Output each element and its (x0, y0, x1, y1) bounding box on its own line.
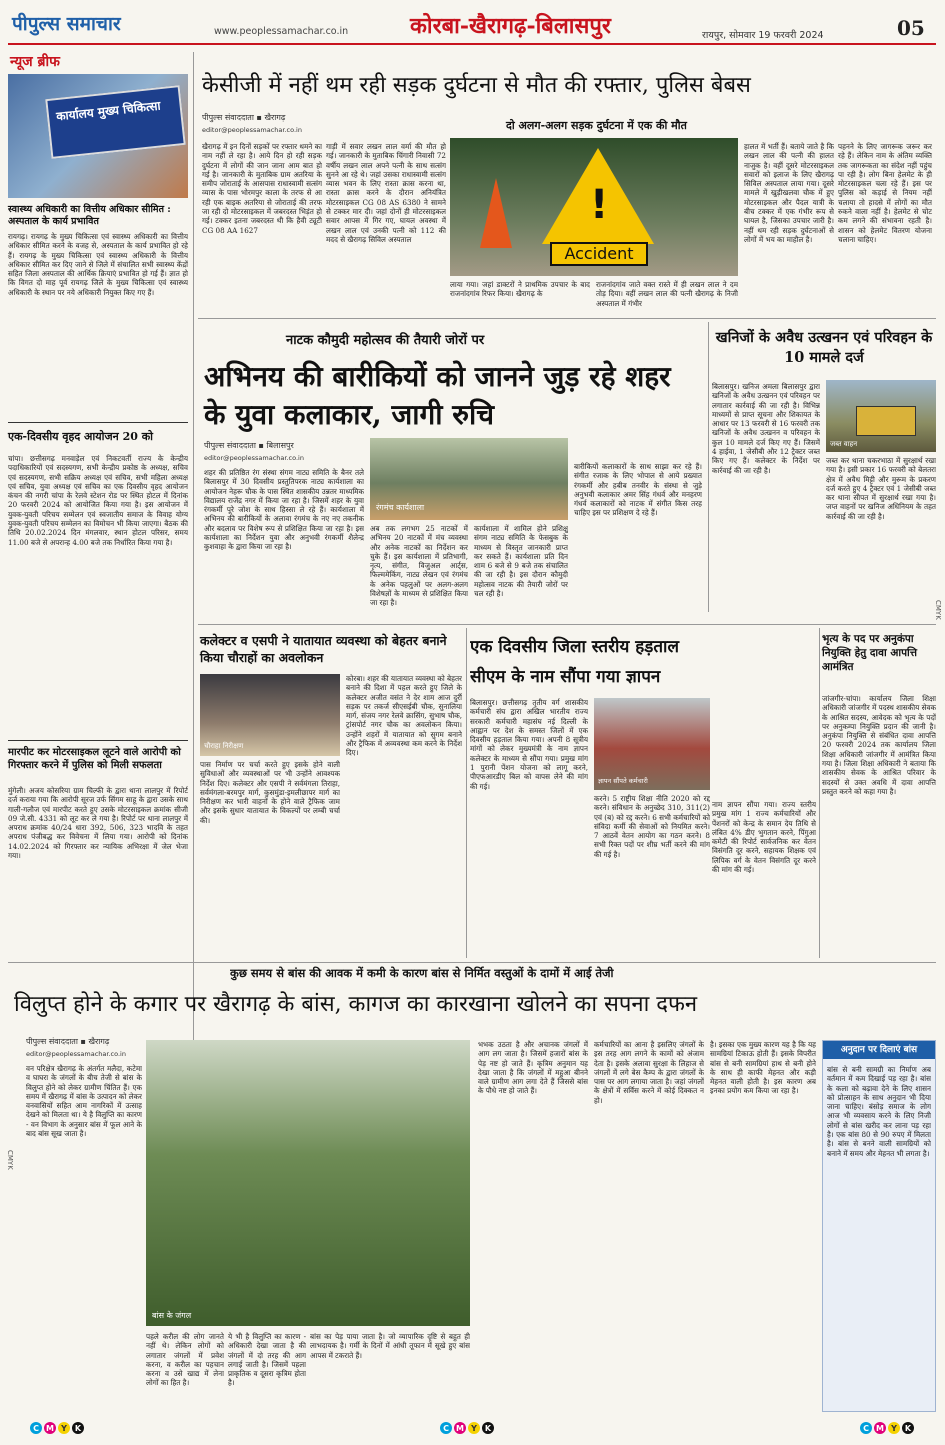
accident-label: Accident (550, 242, 648, 266)
strike-photo-caption: ज्ञापन सौंपते कर्मचारी (598, 777, 648, 785)
collector-col-2: पास निर्माण पर चर्चा करते हुए इसके होने वाली सुविधाओं और व्यवस्थाओं पर भी उन्होंने आवश्यक निर्देश दिए। कलेक्टर और एसपी ने सर्वमंगला तिराहा, सर्वमंगला-बरमपुर मार्ग, कुसमुंडा-इमलीछापर मार्ग का निरीक्षण कर भारी वाहनों के होने वाले ट्रैफिक जाम और इसके सुधार यातायात के विकल्पों पर लम्बी चर्चा की। (200, 760, 340, 825)
bamboo-photo (146, 1040, 470, 1326)
natak-byline: पीपुल्स संवाददाता ▪ बिलासपुर (204, 441, 294, 450)
cmyk-m: M (874, 1422, 886, 1434)
signboard-text: कार्यालय मुख्य चिकित्सा (55, 98, 162, 124)
date-line: रायपुर, सोमवार 19 फरवरी 2024 (702, 30, 824, 41)
bamboo-kicker: कुछ समय से बांस की आवक में कमी के कारण बांस से निर्मित वस्तुओं के दामों में आई तेजी (230, 966, 614, 980)
bamboo-col-7: है। इसका एक मुख्य कारण यह है कि यह सामग्रियां टिकाऊ होती हैं। इसके विपरीत बांस से बनी सामग्रियां हाथ से बनी होने के साथ ही काफी मेहनत और कड़ी मेहनत वाली होती है। इस कारण अब इनका प्रयोग कम किया जा रहा है। (710, 1040, 816, 1096)
natak-email[interactable]: editor@peoplessamachar.co.in (204, 454, 304, 462)
anukampa-story (822, 628, 936, 958)
grant-side-box-title: अनुदान पर दिलाएं बांस (823, 1041, 935, 1059)
bamboo-col-6: कर्मचारियों का आना है इसलिए जंगलों के इस तरह आग लगने के कामों को अंजाम देता है। इसके अलावा सुरक्षा के लिहाज से जंगलों में लगे बेस कैम्प के द्वारा जंगलों के पास पर आग लगाया जाता है। जहां जंगलों के क्षेत्रों में सर्विस करने में कोई दिक्कत न हो। (594, 1040, 704, 1105)
natak-kicker: नाटक कौमुदी महोत्सव की तैयारी जोरों पर (286, 333, 485, 348)
office-signboard-photo (8, 74, 188, 198)
natak-col-1: शहर की प्रतिष्ठित रंग संस्था संगम नाट्य समिति के बैनर तले बिलासपुर में 30 दिवसीय प्रस्तुतिपरक नाट्य कार्यशाला का आयोजन नेहरू चौक के पास स्थित शासकीय उन्नतर माध्यमिक विद्यालय राजेंद्र नगर में किया जा रहा है। जिसमें शहर के युवा रंगकर्मी पूरे जोश के साथ हिस्सा ले रहे हैं। कार्यशाला में अभिनय की बारीकियों के अलावा रंगमंच के नए नए तकनीक और बदलाव पर विशेष रूप से प्रशिक्षित किया जा रहा है। इस कार्यशाला का निर्देशन युवा और अनुभवी रंगकर्मी शैलेन्द्र कुशवाहा के द्वारा किया जा रहा है। (204, 468, 364, 552)
cmyk-side-strip-right: CMYK (934, 600, 942, 620)
cmyk-marks-left (30, 1422, 84, 1434)
natak-headline: अभिनय की बारीकियों को जानने जुड़ रहे शहर के युवा कलाकार, जागी रुचि (204, 360, 671, 431)
natak-photo-caption: रंगमंच कार्यशाला (376, 503, 425, 512)
column-divider-mid (708, 322, 709, 612)
lead-col-2: गाड़ी में सवार लखन लाल वर्मा की मौत हो गई। जानकारी के मुताबिक चिंगारी निवासी 72 वर्षीय लखन लाल अपने पत्नी के साथ सत्संग सुनने आ रहे थे। जहां उसका राधास्वामी सत्संग व्यास भवन के लिए रास्ता क्रास करना था, रास्ता क्रास करने के दौरान अनियंत्रित मोटरसाइकल CG 08 AS 6380 ने सामने से टक्कर मार दी। जहां दोनों ही मोटरसाइकल सवार आपस में गिर गए, घायल अवस्था में लखन लाल एवं उनकी पत्नी को 112 की मदद से खैरागढ़ सिविल अस्पताल (326, 142, 446, 244)
natak-byline-name: पीपुल्स संवाददाता (204, 441, 256, 450)
bamboo-byline-box (26, 1036, 146, 1060)
natak-byline-box (204, 440, 364, 464)
bamboo-email[interactable]: editor@peoplessamachar.co.in (26, 1050, 126, 1058)
cmyk-marks-center (440, 1422, 494, 1434)
strike-story (470, 628, 710, 958)
traffic-cone (480, 178, 512, 248)
lead-col-6: पहनने के लिए जागरूक जरूर कर रहे हैं। लेकिन नाम के अंतिम व्यक्ति तक जागरूकता का संदेश नहीं पहुंच पा रही है। लोग बिना हेलमेट के ही मोटरसाइकल चला रहे हैं। इस पर पुलिस को कड़ाई से नियम नहीं चलाया तो हादसे में लोगों का मौत रुकने वाला नहीं है। हेलमेट से चोट कम लगने की संभावना रहती है। शासन को हेलमेट वितरण योजना चलाना चाहिए। (838, 142, 932, 244)
lead-col-5: हालत में भर्ती हैं। बताये जाते है कि लखन लाल की पत्नी की हालत नाजुक है। वहीं दूसरे मोटरसाइकल सवारों को इलाज के लिए खैरागढ़ सिविल अस्पताल लाया गया। दूसरे मामले में खुड़ीखलवा चौक में हुए मोटरसाइकल और पैदल यात्री के बीच टक्कर में एक गंभीर रूप से घायल है, जिसका उपचार जारी है। नहीं थम रही सड़क दुर्घटनाओं से लोगों में भय का माहौल है। (744, 142, 834, 244)
lead-bottom-rule (198, 318, 936, 319)
mining-photo-caption: जब्त वाहन (830, 440, 858, 448)
edition-title: कोरबा-खैरागढ़-बिलासपुर (410, 13, 611, 39)
lead-story (198, 52, 936, 314)
cmyk-m: M (44, 1422, 56, 1434)
grant-side-box-body: बांस से बनी सामग्री का निर्माण अब वर्तमान में कम दिखाई पड़ रहा है। बांस के कला को बढ़ावा देने के लिए शासन को प्रोत्साहन के साथ अनुदान भी दिया जाना चाहिए। बंसोड़ समाज के लोग आज भी व्यवसाय करने के लिए निजी लोगों से बांस खरीद कर लाना पड़ रहा है। एक बांस 80 से 90 रुपए में मिलता है। बांस से बनने वाली सामग्रियों को बनाने में समय और मेहनत भी लगता है। (827, 1065, 931, 1158)
collector-col-1: कोरबा। शहर की यातायात व्यवस्था को बेहतर बनाने की दिशा में पहल करते हुए जिले के कलेक्टर अजीत वसंत ने देर शाम आज दुर्री सड़क पर तकर्ज सीएसईबी चौक, सुनालिया मार्ग, संजय नगर रेलवे क्रासिंग, सुभाष चौक, ट्रांसपोर्ट नगर चौक का अवलोकन किया। उन्होंने शहरों में यातायात को सुगम बनाने और ट्रैफिक में अव्यवस्था कम करने के निर्देश दिए। (346, 674, 462, 758)
bamboo-byline-name: पीपुल्स संवाददाता (26, 1037, 78, 1046)
collector-photo-caption: चौराहा निरीक्षण (204, 742, 244, 750)
middle-rule (198, 624, 936, 625)
cmyk-k: K (72, 1422, 84, 1434)
strike-photo (594, 698, 710, 790)
cmyk-side-strip-left: CMYK (6, 1150, 14, 1170)
cmyk-m: M (454, 1422, 466, 1434)
lead-email[interactable]: editor@peoplessamachar.co.in (202, 126, 302, 134)
cmyk-c: C (30, 1422, 42, 1434)
lead-col-4: राजनांदगांव जाते वक्त रास्ते में ही लखन लाल ने दम तोड़ दिया। वहीं लखन लाल की पत्नी खैरागढ़ के निजी अस्पताल में गंभीर (596, 280, 738, 308)
strike-col-3: नाम ज्ञापन सौंपा गया। राज्य स्तरीय प्रमुख मांग 1 राज्य कर्मचारियों और पेंशनरों को केन्द्र के समान देय तिथि से लंबित 4% डीए भुगतान करने, पिंगुआ कमेटी की रिपोर्ट सार्वजनिक कर वेतन विसंगति दूर करने, सहायक शिक्षक एवं लिपिक वर्ग के वेतन विसंगति दूर करने की मांग की गई। (712, 800, 816, 875)
brief-3-headline: मारपीट कर मोटरसाइकल लूटने वाले आरोपी को गिरफ्तार करने में पुलिस को मिली सफलता (8, 747, 181, 771)
brief-divider-2 (8, 740, 188, 741)
bamboo-col-4: बांस का पेड़ पाया जाता है। जो व्यापारिक दृष्टि से बहुत ही लाभदायक है। गर्मी के दिनों में आंधी तूफान में सूखे हुए बांस आपस में टकराते हैं। (310, 1332, 470, 1360)
natak-workshop-photo (370, 438, 568, 520)
lead-col-3: लाया गया। जहां डाक्टरों ने प्राथमिक उपचार के बाद राजनांदगांव रिफर किया। खैरागढ़ के (450, 280, 590, 299)
strike-col-1: बिलासपुर। छत्तीसगढ़ तृतीय वर्ग शासकीय कर्मचारी संघ द्वारा अखिल भारतीय राज्य सरकारी कर्मचारी महासंघ नई दिल्ली के आह्वान पर देश के समस्त जिलों में एक दिवसीय हड़ताल किया गया। अपनी 8 सूत्रीय मांगों को लेकर मुख्यमंत्री के नाम ज्ञापन कलेक्टर के माध्यम से सौंपा गया। प्रमुख मांग 1 पुरानी पेंशन योजना को लागू करने, पीएफआरडीए बिल को वापस लेने की मांग की गई। (470, 698, 588, 791)
cmyk-y: Y (468, 1422, 480, 1434)
bamboo-col-3: ये भी है विलुप्ति का कारण - अधिकारी देखा जाता है की जंगलों में दो तरह की आग लगाई जाती है। जिसमें पहला प्राकृतिक व दूसरा कृत्रिम होता है। (228, 1332, 306, 1388)
bamboo-col-2: पहले करील की लोग जानते नहीं थे। लेकिन लोगों को लगातार जंगलों में प्रवेश करना, व करील का पहचान करना व उसे खाद्य में लेना लोगों का हित है। (146, 1332, 224, 1388)
collector-headline: कलेक्टर व एसपी ने यातायात व्यवस्था को बेहतर बनाने किया चौराहों का अवलोकन (200, 633, 447, 665)
mining-headline: खनिजों के अवैध उत्खनन एवं परिवहन के 10 मामले दर्ज (715, 329, 933, 366)
brief-3-body: मुंगेली। अजय कोसरिया ग्राम चिल्फी के द्वारा थाना लालपुर में रिपोर्ट दर्ज कराया गया कि आरोपी सूरज उर्फ सिंगम साहू के द्वारा उसके साथ गाली-गलौज एवं मारपीट करते हुए उसके मोटरसाइकल क्रमांक सीजी 09 जे.सी. 4331 को लूट कर ले गया है। रिपोर्ट पर थाना लालपुर में अपराध क्रमांक 40/24 धारा 392, 506, 323 भादवि के तहत अपराध पंजीबद्ध कर विवेचना में लिया गया। आरोपी को दिनांक 14.02.2024 को गिरफ्तार कर न्यायिक अभिरक्षा में जेल भेजा गया। (8, 786, 188, 861)
mining-story (712, 322, 936, 612)
bamboo-top-rule (8, 962, 936, 963)
cmyk-k: K (902, 1422, 914, 1434)
collector-photo (200, 674, 340, 756)
natak-story (198, 322, 706, 620)
accident-photo (450, 138, 738, 276)
natak-col-4: बारीकियों कलाकारों के साथ साझा कर रहे हैं। संगीत रजाक के लिए भोपाल से आये प्रख्यात रंगकर्मी और हबीब तनवीर के संस्था से जुड़े अनुभवी कलाकार अमर सिंह गंधर्व और मनहरण गंधर्व कलाकारों को नाटक में संगीत किस तरह चाहिए इस पर प्रशिक्षण दे रहे हैं। (574, 462, 702, 518)
strike-col-2: करने। 5 राष्ट्रीय शिक्षा नीति 2020 को रद्द करने। संविधान के अनुच्छेद 310, 311(2) एवं (ब) को रद्द करने। 6 सभी कर्मचारियों को संविदा कर्मी की सेवाओं को नियमित करने। 7 आठवें वेतन आयोग का गठन करने। 8 सभी रिक्त पदों पर शीघ्र भर्ती करने की मांग की गई है। (594, 794, 710, 859)
strike-headline-line2: सीएम के नाम सौंपा गया ज्ञापन (470, 667, 661, 687)
column-divider-collector (466, 628, 467, 958)
paper-name: पीपुल्स समाचार (12, 13, 121, 35)
cmyk-k: K (482, 1422, 494, 1434)
bamboo-photo-caption: बांस के जंगल (152, 1311, 192, 1320)
cmyk-y: Y (58, 1422, 70, 1434)
lead-headline: केसीजी में नहीं थम रही सड़क दुर्घटना से मौत की रफ्तार, पुलिस बेबस (202, 73, 751, 98)
cmyk-c: C (440, 1422, 452, 1434)
cmyk-c: C (860, 1422, 872, 1434)
brief-1-body: रायगढ़। रायगढ़ के मुख्य चिकित्सा एवं स्वास्थ्य अधिकारी का वित्तीय अधिकार सीमित करने के वजह से, अस्पताल के कार्य प्रभावित हो रहे हैं। रायगढ़ के मुख्य चिकित्सा एवं स्वास्थ्य अधिकारी के वित्तीय अधिकार सीमित कर दिए जाने से जिले में संचालित सभी स्वास्थ्य केंद्रों सहित जिला अस्पताल की आर्थिक क्रियाएं प्रभावित हो गई हैं। ज्ञात हो कि विगत दो माह पूर्व रायगढ़ जिले के मुख्य चिकित्सा एवं स्वास्थ्य अधिकारी के स्थान पर नये अधिकारी नियुक्त किए गए हैं। (8, 232, 188, 297)
column-divider-left (193, 52, 194, 1127)
mining-col-2: जब्त कर थाना चकरभाठा में सुरक्षार्थ रखा गया है। इसी प्रकार 16 फरवरी को बेलतरा क्षेत्र में अवैध मिट्टी और मुरूम के प्रकरण दर्ज करते हुए 4 ट्रैक्टर एवं 1 जेसीबी जब्त कर थाना सीपत में सुरक्षार्थ रखा गया है। जप्त वाहनों पर खनिज अधिनियम के तहत कार्रवाई की जा रही है। (826, 456, 936, 521)
grant-side-box (822, 1040, 936, 1412)
page-number: 05 (897, 16, 925, 40)
anukampa-headline: भृत्य के पद पर अनुकंपा नियुक्ति हेतु दावा आपत्ति आमंत्रित (822, 633, 918, 673)
paper-logo (12, 6, 180, 38)
cmyk-marks-right (860, 1422, 914, 1434)
natak-byline-place: बिलासपुर (266, 441, 294, 450)
mining-photo (826, 380, 936, 452)
news-brief-column (8, 52, 188, 1127)
cmyk-y: Y (888, 1422, 900, 1434)
lead-byline-place: खैरागढ़ (264, 113, 286, 122)
brief-2-headline: एक-दिवसीय वृहद आयोजन 20 को (8, 430, 154, 443)
bamboo-headline: विलुप्त होने के कगार पर खैरागढ़ के बांस, कागज का कारखाना खोलने का सपना दफन (14, 992, 698, 1017)
news-brief-label: न्यूज ब्रीफ (10, 54, 60, 70)
anukampa-body: जांजगीर-चांपा। कार्यालय जिला शिक्षा अधिकारी जांजगीर में पदस्थ शासकीय सेवक के आश्रित सदस्य, आवेदक को भृत्य के पदों पर अनुकम्पा नियुक्ति प्रदान की जानी है। अनुकंपा नियुक्ति से संबंधित दावा आपत्ति 20 फरवरी 2024 तक कार्यालय जिला शिक्षा अधिकारी जांजगीर में आमंत्रित किया गया है। जिला शिक्षा अधिकारी ने बताया कि शासकीय सेवक के आश्रित परिवार के सदस्यों से उक्त अवधि में दावा आपत्ति प्रस्तुत करने को कहा गया है। (822, 694, 936, 796)
strike-headline-line1: एक दिवसीय जिला स्तरीय हड़ताल (470, 637, 679, 657)
lead-subhead: दो अलग-अलग सड़क दुर्घटना में एक की मौत (506, 119, 687, 132)
truck-shape (856, 406, 916, 436)
lead-byline: पीपुल्स संवाददाता ▪ खैरागढ़ (202, 113, 286, 122)
bamboo-byline-place: खैरागढ़ (88, 1037, 110, 1046)
masthead (0, 0, 945, 46)
lead-byline-name: पीपुल्स संवाददाता (202, 113, 254, 122)
natak-col-3: कार्यशाला में शामिल होने प्रशिक्षु संगम नाट्य समिति के फेसबुक के माध्यम से विस्तृत जानकारी प्राप्त कर सकते हैं। कार्यशाला प्रति दिन शाम 6 बजे से 9 बजे तक संचालित की जा रही है। इस दौरान कौमुदी महोत्सव नाटक की तैयारी जोरों पर चल रही है। (474, 524, 568, 599)
lead-byline-box (202, 112, 322, 136)
natak-col-2: अब तक लगभग 25 नाटकों में अभिनय 20 नाटकों में मंच व्यवस्था और अनेक नाटकों का निर्देशन कर चुके हैं। इस कार्यशाला में प्रतिभागी, नृत्य, संगीत, विजुअल आर्ट्स, फिल्ममेकिंग, नाट्य लेखन एवं रंगमंच के अनेक पहलुओं पर अलग-अलग विशेषज्ञों के माध्यम से प्रशिक्षित किया जा रहा है। (370, 524, 468, 608)
bamboo-byline: पीपुल्स संवाददाता ▪ खैरागढ़ (26, 1037, 110, 1046)
brief-divider-1 (8, 422, 188, 423)
exclamation-mark: ! (590, 182, 609, 228)
brief-1-headline: स्वास्थ्य अधिकारी का वित्तीय अधिकार सीमित : अस्पताल के कार्य प्रभावित (8, 204, 171, 227)
brief-2-body: चांपा। छत्तीसगढ़ मनवाड़ेल एवं निकटवर्ती राज्य के केन्द्रीय पदाधिकारियों एवं सदस्यगण, सभी केन्द्रीय प्रकोष्ठ के अध्यक्ष, सचिव एवं सदस्यगण, सभी सक्रिय अध्यक्ष एवं सचिव, सभी महिला अध्यक्ष एवं सचिव, युवा अध्यक्ष एवं सचिव का एक दिवसीय वृहद आयोजन कंचन की नगरी चांपा के रेलवे स्टेशन रोड पर स्थित होटल में दिनांक 20 फरवरी 2024 को आयोजित किया गया है। इस आयोजन में युवक-युवती परिचय सम्मेलन एवं स्वजातीय समाज के विवाह योग्य युवक-युवती परिचय सम्मेलन का विमोचन भी किया जाएगा। बैठक की तिथि 20.02.2024 दिन मंगलवार, स्थान होटल परिसर, समय 11.00 बजे से अपरान्ह 4.00 बजे तक निर्धारित किया गया है। (8, 454, 188, 547)
column-divider-right (819, 628, 820, 958)
bamboo-col-1: वन परिक्षेत्र खैरागढ़ के अंतर्गत मलैदा, कटेमा व घाघरा के जंगलों के बीच तेजी से बांस के विलुप्त होने को लेकर ग्रामीण चिंतित हैं। एक समय में खैरागढ़ में बांस के उत्पादन को लेकर वनवासियों सहित आम नागरिकों में उत्साह देखने को मिलता था। ये है विलुप्ति का कारण - वन विभाग के अनुसार बांस में फूल आने के बाद बांस सूख जाता है। (26, 1064, 142, 1139)
collector-story (198, 628, 462, 958)
masthead-rule (8, 43, 936, 45)
bamboo-col-5: भभक उठता है और अचानक जंगलों में आग लग जाता है। जिसमें हजारों बांस के पेड़ नष्ट हो जाते हैं। कृत्रिम अनुमान यह देखा जाता है कि जंगलों में महुआ बीनने वाले ग्रामीण आग लगा देते हैं जिससे बांस के पौधे नष्ट हो जाते हैं। (478, 1040, 588, 1096)
lead-col-1: खैरागढ़ में इन दिनों सड़कों पर रफ्तार थमने का नाम नहीं ले रहा है। आये दिन हो रही सड़क दुर्घटना में लोगों की जान जाना आम बात हो गई है। जानकारी के मुताबिक ग्राम अतरिया के समीप जोराताई के आसपास राधास्वामी सत्संग व्यास के पास भोरमपुर काला के तरफ से आ रही एक बाइक अतरिया से जोराताई की तरफ जा रही दो मोटरसाइकल में जबरदस्त भिड़ंत हो गई। टक्कर इतना जबरदस्त थी कि हैवी ट्यूटी CG 08 AA 1627 (202, 142, 322, 235)
mining-col-1: बिलासपुर। खनिज अमला बिलासपुर द्वारा खनिजों के अवैध उत्खनन एवं परिवहन पर लगातार कार्रवाई की जा रही है। विभिन्न माध्यमों से प्राप्त सूचना और शिकायत के आधार पर 13 फरवरी से 16 फरवरी तक खनिजों के अवैध उत्खनन व परिवहन के कुल 10 मामले दर्ज किए गए हैं। जिसमें 4 हाईवा, 1 जेसीबी और 12 ट्रैक्टर जब्त किए गए हैं। कलेक्टर के निर्देश पर कार्रवाई की जा रही है। (712, 382, 820, 475)
website-url[interactable]: www.peoplessamachar.co.in (214, 26, 349, 37)
